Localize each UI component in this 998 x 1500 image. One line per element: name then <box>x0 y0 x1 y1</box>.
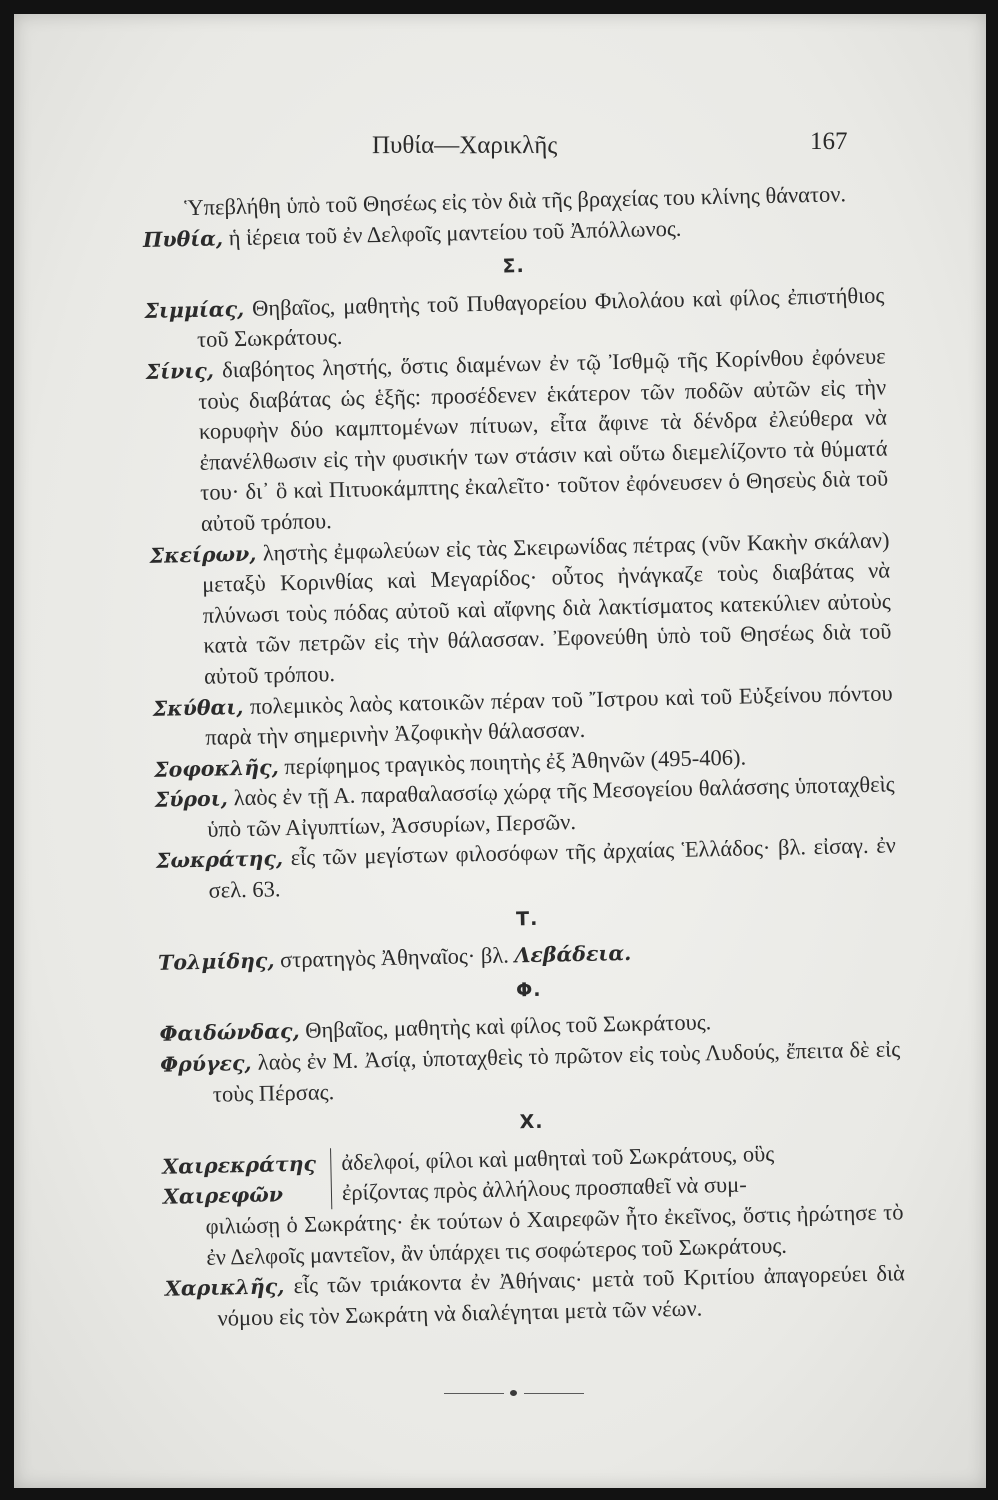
entry-text: λαὸς ἐν τῇ Α. παραθαλασσίῳ χώρᾳ τῆς Μεσογείου θαλάσσης ὑποταχθεὶς ὑπὸ τῶν Αἰγυπτίων, Ἀσσυρίων, Περσῶν. <box>207 771 895 842</box>
ornament-dot <box>510 1390 517 1396</box>
paired-headwords <box>162 1148 332 1213</box>
glossary-body <box>142 179 906 1336</box>
entry-headword: Σιμμίας, <box>144 296 245 323</box>
entry-headword: Φαιδώνδας, <box>159 1019 300 1047</box>
entry-text: Θηβαῖος, μαθητὴς τοῦ Πυθαγορείου Φιλολάου καὶ φίλος ἐπιστήθιος τοῦ Σωκράτους. <box>196 282 885 353</box>
end-ornament <box>444 1388 584 1398</box>
section-letter-chi: Χ. <box>519 1111 544 1134</box>
book-page <box>14 14 986 1488</box>
paired-entry-continuation: φιλιώσῃ ὁ Σωκράτης· ἐκ τούτων ὁ Χαιρεφῶν ἦτο ἐκεῖνος, ὅστις ἠρώτησε τὸ ἐν Δελφοῖς μαντεῖον, ἂν ὑπάρχει τις σοφώτερος τοῦ Σωκράτους. <box>205 1199 904 1270</box>
page-title: Πυθία—Χαρικλῆς <box>372 132 558 159</box>
entry-text: λαὸς ἐν Μ. Ἀσίᾳ, ὑποταχθεὶς τὸ πρῶτον εἰς τοὺς Λυδούς, ἔπειτα δὲ εἰς τοὺς Πέρσας. <box>212 1036 901 1107</box>
entry-text: Ὑπεβλήθη ὑπὸ τοῦ Θησέως εἰς τὸν διὰ τῆς βραχείας του κλίνης θάνατον. <box>184 181 847 221</box>
entry-headword: Σκείρων, <box>149 541 257 568</box>
entry-headword: Πυθία, <box>142 225 224 252</box>
entry-text-line: ἀδελφοί, φίλοι καὶ μαθηταὶ τοῦ Σωκράτους, οὓς <box>341 1140 775 1175</box>
entry-headword: Φρύγες, <box>159 1050 252 1077</box>
entry-headword: Σύροι, <box>154 786 229 813</box>
entry-headword: Χαιρεκράτης <box>162 1151 317 1179</box>
entry-text: Θηβαῖος, μαθητὴς καὶ φίλος τοῦ Σωκράτους. <box>304 1009 712 1044</box>
entry-text: εἷς τῶν τριάκοντα ἐν Ἀθήναις· μετὰ τοῦ Κριτίου ἀπαγορεύει διὰ νόμου εἰς τὸν Σωκράτη νὰ διαλέγηται μετὰ τῶν νέων. <box>217 1260 906 1331</box>
section-letter-tau: Τ. <box>515 907 539 930</box>
cross-reference: Λεβάδεια. <box>514 941 632 968</box>
section-letter-phi: Φ. <box>515 978 542 1002</box>
entry-headword: Χαιρεφῶν <box>162 1182 284 1210</box>
entry-headword: Σίνις, <box>145 358 215 384</box>
ornament-rule-left <box>444 1393 504 1394</box>
entry-text: πολεμικὸς λαὸς κατοικῶν πέραν τοῦ Ἴστρου καὶ τοῦ Εὐξείνου πόντου παρὰ τὴν σημερινὴν Ἀζοφικὴν θάλασσαν. <box>205 679 893 750</box>
entry-text: εἷς τῶν μεγίστων φιλοσόφων τῆς ἀρχαίας Ἑλλάδος· βλ. εἰσαγ. ἐν σελ. 63. <box>208 832 897 903</box>
entry-text: ληστὴς ἐμφωλεύων εἰς τὰς Σκειρωνίδας πέτρας (νῦν Κακὴν σκάλαν) μεταξὺ Κορινθίας καὶ Μεγαρίδος· οὗτος ἠνάγκαζε τοὺς διαβάτας νὰ πλύνωσι τοὺς πόδας αὐτοῦ καὶ αἴφνης διὰ λακτίσματος κατεκύλιεν αὐτοὺς κατὰ τῶν πετρῶν εἰς τὴν θάλασσαν. Ἐφονεύθη ὑπὸ τοῦ Θησέως διὰ τοῦ αὐτοῦ τρόπου. <box>201 526 892 689</box>
entry-headword: Σοφοκλῆς, <box>153 754 279 782</box>
section-letter-sigma: Σ. <box>502 255 525 278</box>
entry-text: ἡ ἱέρεια τοῦ ἐν Δελφοῖς μαντείου τοῦ Ἀπόλλωνος. <box>228 215 682 250</box>
glossary-entry <box>149 525 892 693</box>
entry-text: περίφημος τραγικὸς ποιητὴς ἐξ Ἀθηνῶν (495-406). <box>284 744 747 779</box>
entry-text: διαβόητος ληστής, ὅστις διαμένων ἐν τῷ Ἰσθμῷ τῆς Κορίνθου ἐφόνευε τοὺς διαβάτας ὡς ἑξῆς: προσέδενεν ἑκάτερον τῶν ποδῶν αὐτῶν εἰς τὴν κορυφὴν δύο καμπτομένων πίτυων, εἶτα ἄφινε τὰ δένδρα ἐλεύθερα νὰ ἐπανέλθωσιν εἰς τὴν φυσικήν των στάσιν καὶ οὕτω διεμελίζοντο τὰ θύματά του· δι᾽ ὃ καὶ Πιτυοκάμπτης ἐκαλεῖτο· τοῦτον ἐφόνευσεν ὁ Θησεὺς διὰ τοῦ αὐτοῦ τρόπου. <box>198 343 889 536</box>
entry-headword: Σωκράτης, <box>155 846 284 874</box>
page-number: 167 <box>810 128 848 155</box>
entry-text: στρατηγὸς Ἀθηναῖος· βλ. <box>279 942 510 973</box>
entry-text-line: ἐρίζοντας πρὸς ἀλλήλους προσπαθεῖ νὰ συμ- <box>341 1171 747 1206</box>
entry-headword: Χαρικλῆς, <box>164 1274 285 1301</box>
entry-headword: Σκύθαι, <box>152 694 244 721</box>
entry-headword: Τολμίδης, <box>157 948 275 976</box>
ornament-rule-right <box>524 1393 584 1394</box>
glossary-entry <box>145 341 889 540</box>
